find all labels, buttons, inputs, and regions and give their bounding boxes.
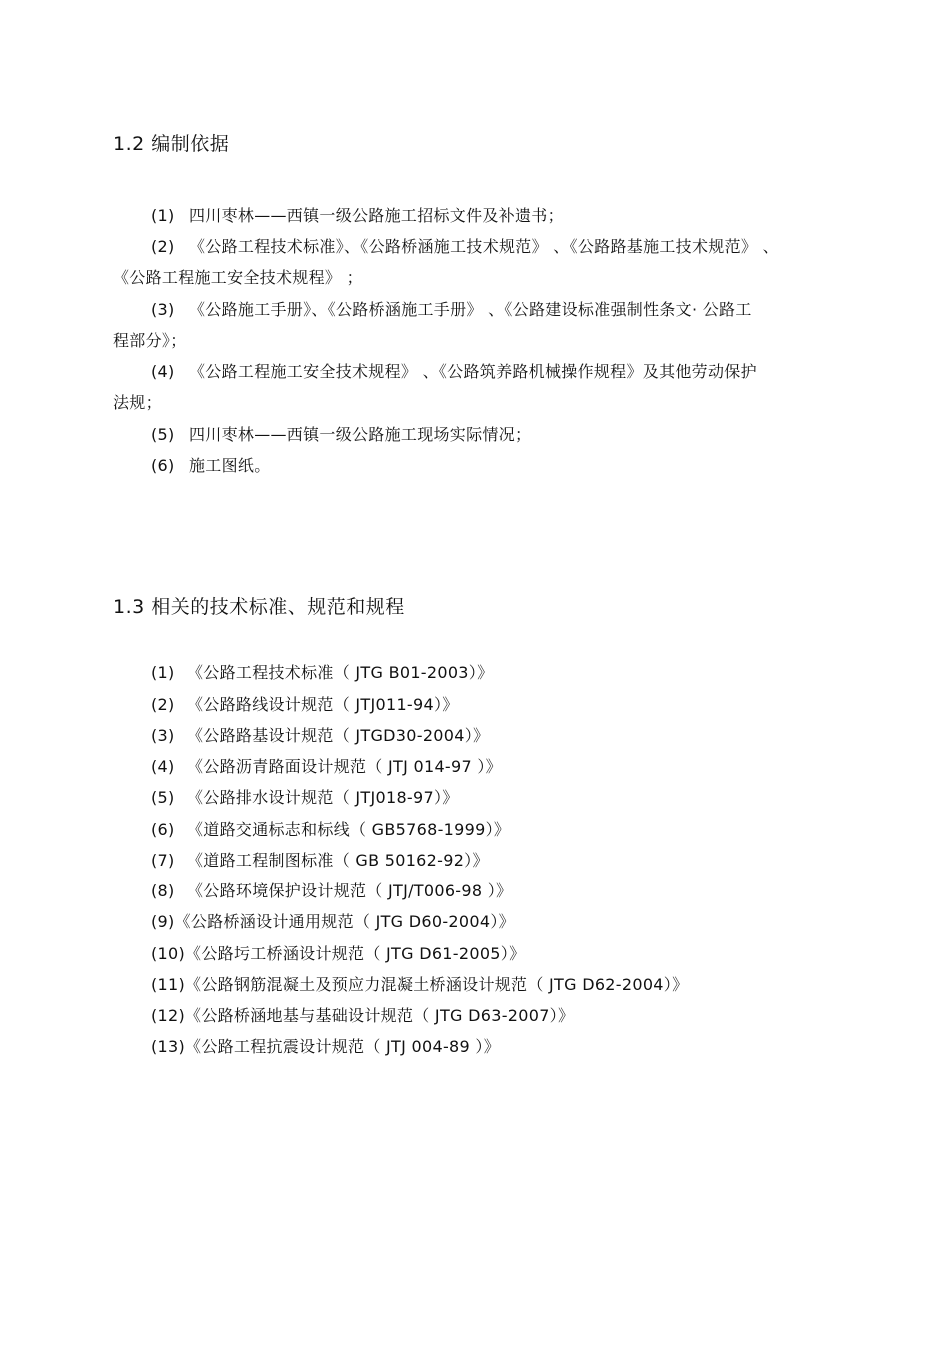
item-text: 《公路路基设计规范（ JTGD30-2004）》 bbox=[187, 726, 490, 745]
item-number: (9) bbox=[151, 912, 175, 931]
standard-item-2 bbox=[151, 692, 459, 715]
item-text: 《公路工程技术标准（ JTG B01-2003）》 bbox=[187, 663, 494, 682]
item-number: (13) bbox=[151, 1037, 186, 1056]
item-number: (1) bbox=[151, 206, 175, 225]
item-text: 《公路桥涵设计通用规范（ JTG D60-2004）》 bbox=[174, 912, 515, 931]
item-number: (2) bbox=[151, 237, 175, 256]
standard-item-8 bbox=[151, 878, 512, 901]
item-text: 《公路施工手册》、《公路桥涵施工手册》 、《公路建设标准强制性条文· 公路工 bbox=[189, 300, 752, 319]
item-text: 《公路桥涵地基与基础设计规范（ JTG D63-2007）》 bbox=[185, 1006, 575, 1025]
item-text: 《公路工程施工安全技术规程》 、《公路筑养路机械操作规程》及其他劳动保护 bbox=[189, 362, 757, 381]
basis-item-2 bbox=[151, 234, 779, 257]
item-text: 《公路环境保护设计规范（ JTJ/T006-98 ）》 bbox=[187, 881, 513, 900]
standard-item-9 bbox=[151, 909, 515, 932]
basis-item-6 bbox=[151, 453, 271, 476]
standard-item-12 bbox=[151, 1003, 574, 1026]
item-number: (3) bbox=[151, 300, 175, 319]
basis-item-4-continued: 法规； bbox=[113, 393, 162, 412]
item-text: 《道路交通标志和标线（ GB5768-1999）》 bbox=[187, 820, 511, 839]
standard-item-11 bbox=[151, 972, 688, 995]
item-number: (10) bbox=[151, 944, 186, 963]
item-number: (5) bbox=[151, 425, 175, 444]
item-number: (6) bbox=[151, 820, 175, 839]
item-text: 《公路工程技术标准》、《公路桥涵施工技术规范》 、《公路路基施工技术规范》 、 bbox=[189, 237, 779, 256]
standard-item-4 bbox=[151, 754, 502, 777]
standard-item-5 bbox=[151, 785, 459, 808]
standard-item-3 bbox=[151, 723, 489, 746]
item-number: (8) bbox=[151, 881, 175, 900]
standard-item-7 bbox=[151, 848, 489, 871]
item-number: (5) bbox=[151, 788, 175, 807]
item-number: (4) bbox=[151, 757, 175, 776]
standard-item-1 bbox=[151, 660, 493, 683]
item-number: (2) bbox=[151, 695, 175, 714]
item-text: 《公路路线设计规范（ JTJ011-94）》 bbox=[187, 695, 459, 714]
item-number: (6) bbox=[151, 456, 175, 475]
item-number: (11) bbox=[151, 975, 186, 994]
item-number: (7) bbox=[151, 851, 175, 870]
standard-item-10 bbox=[151, 941, 525, 964]
item-text: 《公路钢筋混凝土及预应力混凝土桥涵设计规范（ JTG D62-2004）》 bbox=[185, 975, 689, 994]
item-text: 《公路排水设计规范（ JTJ018-97）》 bbox=[187, 788, 459, 807]
basis-item-3 bbox=[151, 297, 752, 320]
item-number: (12) bbox=[151, 1006, 186, 1025]
basis-item-1 bbox=[151, 203, 564, 226]
item-text: 《道路工程制图标准（ GB 50162-92）》 bbox=[187, 851, 489, 870]
section-heading-1-3: 1.3 相关的技术标准、规范和规程 bbox=[113, 596, 405, 618]
basis-item-3-continued: 程部分》； bbox=[113, 331, 187, 350]
item-text: 四川枣林——西镇一级公路施工现场实际情况； bbox=[189, 425, 532, 444]
basis-item-5 bbox=[151, 422, 531, 445]
item-number: (3) bbox=[151, 726, 175, 745]
item-number: (1) bbox=[151, 663, 175, 682]
item-text: 施工图纸。 bbox=[189, 456, 271, 475]
basis-item-4 bbox=[151, 359, 757, 382]
item-text: 《公路工程抗震设计规范（ JTJ 004-89 ）》 bbox=[185, 1037, 500, 1056]
standard-item-13 bbox=[151, 1034, 500, 1057]
item-text: 《公路圬工桥涵设计规范（ JTG D61-2005）》 bbox=[185, 944, 526, 963]
item-text: 《公路沥青路面设计规范（ JTJ 014-97 ）》 bbox=[187, 757, 502, 776]
item-text: 四川枣林——西镇一级公路施工招标文件及补遗书； bbox=[189, 206, 564, 225]
basis-item-2-continued: 《公路工程施工安全技术规程》 ； bbox=[113, 268, 363, 287]
section-heading-1-2: 1.2 编制依据 bbox=[113, 133, 230, 155]
item-number: (4) bbox=[151, 362, 175, 381]
standard-item-6 bbox=[151, 817, 510, 840]
